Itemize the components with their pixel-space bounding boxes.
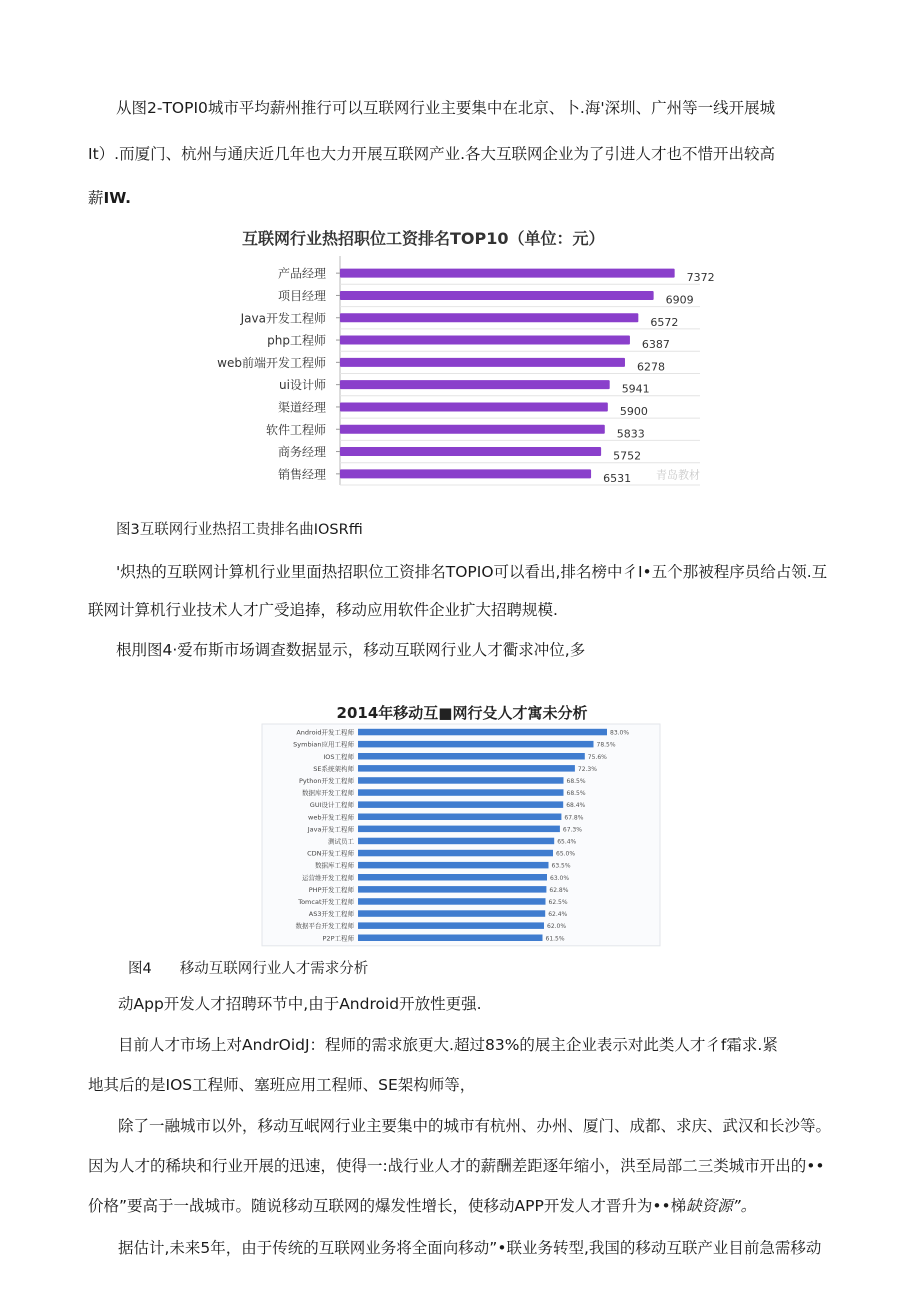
demand-bar: [358, 801, 563, 808]
salary-chart-title: 互联网行业热招职位工资排名TOP10（单位：元）: [242, 229, 605, 248]
demand-bar: [358, 910, 545, 917]
demand-bar: [358, 874, 547, 881]
salary-category-label: 产品经理: [277, 266, 326, 281]
demand-value-label: 62.0%: [547, 923, 567, 931]
salary-bar: [340, 469, 591, 478]
figure-4-number: 图4: [128, 961, 152, 977]
figure-4-title: 移动互联网行业人才需求分析: [179, 961, 369, 977]
salary-category-label: 销售经理: [277, 467, 326, 482]
salary-category-label: ui设计师: [279, 378, 326, 393]
demand-category-label: Java开发工程师: [307, 825, 354, 834]
paragraph-6-line-3-italic: 缺资源”。: [686, 1197, 757, 1215]
demand-category-label: 数据平台开发工程师: [295, 922, 354, 931]
demand-value-label: 63.5%: [551, 862, 571, 870]
salary-bar: [340, 380, 610, 389]
demand-category-label: GUI设计工程师: [309, 801, 354, 810]
demand-bar: [358, 935, 543, 942]
demand-bar: [358, 838, 554, 845]
paragraph-7: 据估计,未来5年，由于传统的互联网业务将全面向移动”•联业务转型,我国的移动互联产业目前急需移动: [118, 1239, 822, 1257]
demand-category-label: P2P工程师: [322, 934, 354, 943]
watermark: 青岛教材: [656, 468, 700, 482]
demand-value-label: 67.3%: [562, 826, 582, 834]
salary-bar: [340, 336, 630, 345]
demand-category-label: web开发工程师: [308, 813, 354, 822]
paragraph-6-line-2: 因为人才的稀块和行业开展的迅速，使得一:战行业人才的薪酬差距逐年缩小，洪至局部二三类城市开出的••: [88, 1157, 825, 1175]
salary-value-label: 6909: [665, 293, 694, 307]
demand-bar: [358, 789, 564, 796]
demand-category-label: Symbian应用工程师: [293, 740, 354, 749]
paragraph-1-line-1: 从图2-TOPI0城市平均薪州推行可以互联网行业主要集中在北京、卜.海'深圳、广州等一线开展城: [116, 99, 776, 117]
demand-bar: [358, 898, 546, 905]
salary-bar: [340, 291, 654, 300]
figure-3-caption: 图3互联网行业热招工贵排名曲IOSRffi: [116, 522, 363, 538]
salary-category-label: 渠道经理: [277, 400, 326, 415]
salary-value-label: 5941: [621, 382, 650, 396]
salary-value-label: 6387: [641, 338, 670, 352]
salary-category-label: web前端开发工程师: [217, 355, 326, 370]
paragraph-4: 动App开发人才招聘环节中,由于Android开放性更强.: [118, 995, 482, 1013]
paragraph-6-line-1: 除了一融城市以外，移动互岷网行业主要集中的城市有杭州、办州、厦门、成都、求庆、武汉和长沙等。: [118, 1117, 832, 1135]
demand-category-label: IOS工程师: [323, 752, 354, 761]
paragraph-5-line-2: 地其后的是IOS工程师、塞班应用工程师、SE架构师等，: [88, 1076, 476, 1094]
demand-bar: [358, 850, 553, 857]
salary-category-label: Java开发工程师: [240, 311, 326, 326]
paragraph-2-line-2: 联网计算机行业技术人才广受追捧，移动应用软件企业扩大招聘规模.: [88, 601, 558, 619]
salary-category-label: 商务经理: [277, 445, 326, 460]
demand-category-label: CDN开发工程师: [307, 849, 354, 858]
demand-bar: [358, 741, 594, 748]
salary-value-label: 5900: [619, 404, 648, 418]
paragraph-6-line-3-text: 价格”要高于一战城市。随说移动互联网的爆发性增长，使移动APP开发人才晋升为••梯: [88, 1197, 687, 1215]
demand-bar: [358, 922, 544, 929]
demand-bar: [358, 729, 607, 736]
demand-value-label: 72.3%: [577, 765, 597, 773]
salary-bar: [340, 447, 601, 456]
salary-bar: [340, 425, 605, 434]
figure-4-caption: [128, 957, 368, 978]
salary-bar: [340, 313, 638, 322]
demand-category-label: Android开发工程师: [296, 728, 354, 737]
demand-category-label: Tomcat开发工程师: [298, 897, 354, 906]
salary-value-label: 6572: [650, 315, 679, 329]
demand-bar: [358, 886, 546, 893]
demand-category-label: 数据库开发工程师: [302, 789, 354, 798]
demand-category-label: Python开发工程师: [298, 776, 354, 785]
salary-category-label: php工程师: [267, 333, 326, 348]
paragraph-3: 根刖图4·爱布斯市场调查数据显示，移动互联网行业人才衢求冲位,多: [116, 641, 586, 659]
demand-value-label: 61.5%: [545, 935, 565, 943]
demand-bar: [358, 826, 560, 833]
salary-value-label: 5752: [613, 449, 642, 463]
demand-bar: [358, 765, 575, 772]
salary-value-label: 6278: [636, 360, 665, 374]
paragraph-1-line-2: It）.而厦门、杭州与通庆近几年也大力开展互联网产业.各大互联网企业为了引进人才也不惜开出较高: [88, 145, 776, 163]
salary-ranking-chart: [217, 222, 730, 490]
demand-value-label: 68.5%: [566, 777, 586, 785]
demand-value-label: 63.0%: [550, 874, 570, 882]
demand-value-label: 65.4%: [557, 838, 577, 846]
demand-bar: [358, 862, 549, 869]
salary-category-label: 软件工程师: [265, 422, 326, 437]
demand-value-label: 68.5%: [566, 790, 586, 798]
salary-value-label: 5833: [616, 427, 645, 441]
demand-category-label: 数据库工程师: [315, 861, 354, 870]
demand-value-label: 65.0%: [556, 850, 576, 858]
demand-category-label: AS3开发工程师: [308, 910, 354, 919]
demand-category-label: PHP开发工程师: [308, 885, 354, 894]
demand-category-label: SE系统架构师: [313, 764, 354, 773]
paragraph-1-line-3: [88, 188, 131, 208]
salary-value-label: 6531: [603, 471, 632, 485]
demand-value-label: 83.0%: [610, 729, 630, 737]
salary-bar: [340, 402, 608, 411]
paragraph-6-line-3: [88, 1196, 756, 1216]
salary-value-label: 7372: [686, 271, 715, 285]
paragraph-1-line-3-text: 薪: [88, 189, 104, 207]
paragraph-5-line-1: 目前人才市场上对AndrOidJ：程师的需求旅更大.超过83%的展主企业表示对此类人才彳f霜求.紧: [118, 1036, 778, 1054]
salary-bar: [340, 269, 675, 278]
demand-category-label: 测试员工: [328, 837, 354, 846]
demand-bar: [358, 814, 561, 821]
demand-bar: [358, 753, 585, 760]
demand-chart-title: 2014年移动互■网行殳人才寓未分析: [336, 704, 588, 722]
salary-category-label: 项目经理: [277, 288, 326, 303]
demand-value-label: 62.4%: [548, 911, 568, 919]
demand-value-label: 67.8%: [564, 814, 584, 822]
demand-bar: [358, 777, 564, 784]
demand-value-label: 68.4%: [566, 802, 586, 810]
demand-value-label: 78.5%: [596, 741, 616, 749]
salary-bar: [340, 358, 625, 367]
mobile-talent-demand-chart: [262, 702, 662, 954]
demand-value-label: 62.5%: [548, 898, 568, 906]
demand-value-label: 62.8%: [549, 886, 569, 894]
demand-value-label: 75.6%: [587, 753, 607, 761]
paragraph-1-line-3-bold: IW.: [103, 189, 132, 207]
demand-category-label: 运营维开发工程师: [302, 873, 354, 882]
paragraph-2-line-1: '炽热的互联网计算机行业里面热招职位工资排名TOPIO可以看出,排名榜中彳I•五个那被程序员给占领.互: [116, 563, 828, 581]
